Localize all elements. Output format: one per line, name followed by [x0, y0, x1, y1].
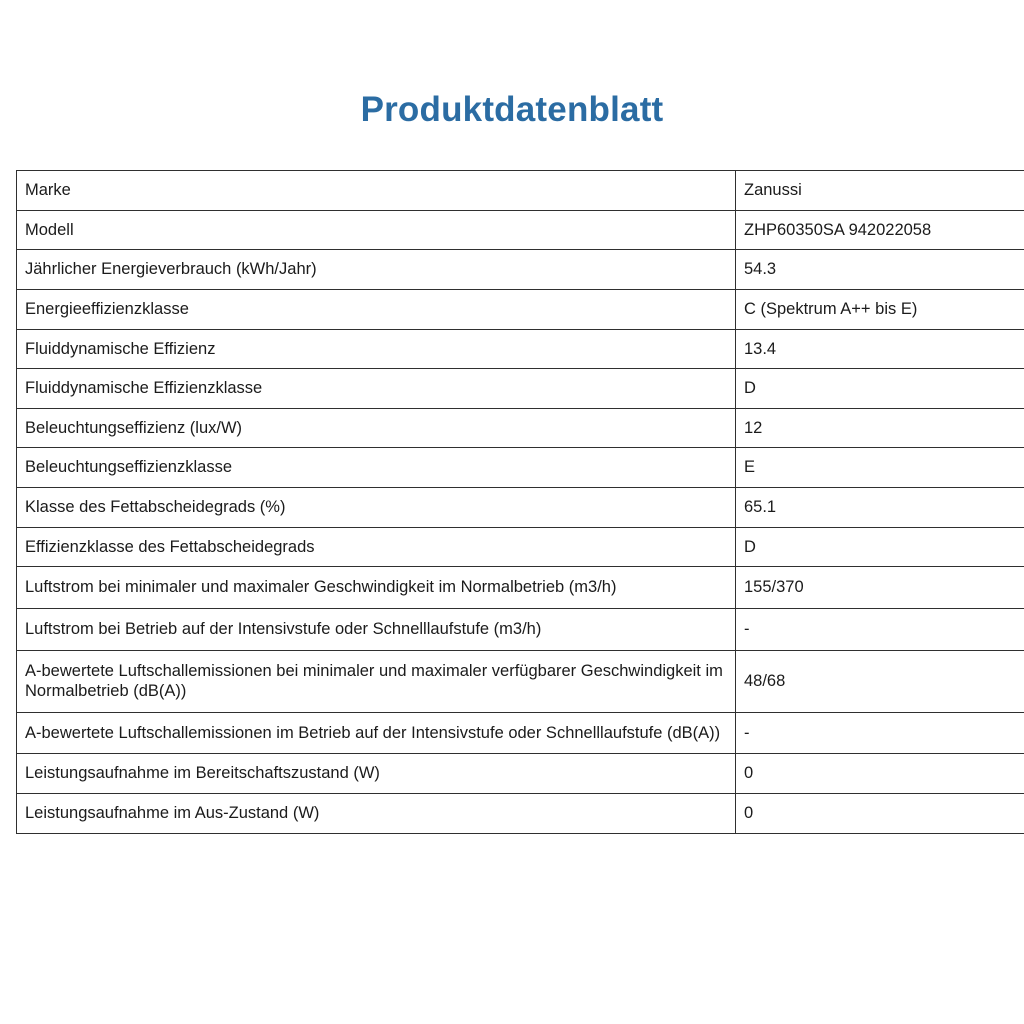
table-row: [17, 289, 1024, 329]
page-title: Produktdatenblatt: [360, 90, 664, 129]
spec-value: 12: [736, 408, 1024, 448]
table-row: [17, 448, 1024, 488]
table-row: [17, 567, 1024, 609]
spec-value: D: [736, 527, 1024, 567]
spec-label: A-bewertete Luftschallemissionen bei minimaler und maximaler verfügbarer Geschwindigkeit im Normalbetrieb (dB(A)): [17, 650, 736, 712]
product-specs-table: [16, 170, 1024, 834]
spec-label: A-bewertete Luftschallemissionen im Betrieb auf der Intensivstufe oder Schnelllaufstufe (dB(A)): [17, 712, 736, 754]
table-row: [17, 408, 1024, 448]
spec-label: Fluiddynamische Effizienz: [17, 329, 736, 369]
spec-label: Luftstrom bei minimaler und maximaler Geschwindigkeit im Normalbetrieb (m3/h): [17, 567, 736, 609]
table-row: [17, 250, 1024, 290]
table-row: [17, 210, 1024, 250]
spec-value: ZHP60350SA 942022058: [736, 210, 1024, 250]
table-row: [17, 712, 1024, 754]
datasheet-table-container: [16, 170, 1008, 834]
spec-label: Jährlicher Energieverbrauch (kWh/Jahr): [17, 250, 736, 290]
spec-label: Leistungsaufnahme im Bereitschaftszustand (W): [17, 754, 736, 794]
table-row: [17, 527, 1024, 567]
table-row: [17, 754, 1024, 794]
spec-value: D: [736, 369, 1024, 409]
spec-value: -: [736, 712, 1024, 754]
table-row: [17, 171, 1024, 211]
table-row: [17, 369, 1024, 409]
spec-label: Effizienzklasse des Fettabscheidegrads: [17, 527, 736, 567]
spec-label: Fluiddynamische Effizienzklasse: [17, 369, 736, 409]
spec-label: Beleuchtungseffizienzklasse: [17, 448, 736, 488]
table-row: [17, 650, 1024, 712]
spec-label: Energieeffizienzklasse: [17, 289, 736, 329]
spec-value: E: [736, 448, 1024, 488]
table-row: [17, 488, 1024, 528]
spec-value: 0: [736, 754, 1024, 794]
table-row: [17, 794, 1024, 834]
spec-label: Beleuchtungseffizienz (lux/W): [17, 408, 736, 448]
spec-value: 65.1: [736, 488, 1024, 528]
spec-value: C (Spektrum A++ bis E): [736, 289, 1024, 329]
spec-label: Klasse des Fettabscheidegrads (%): [17, 488, 736, 528]
spec-value: 0: [736, 794, 1024, 834]
spec-value: 48/68: [736, 650, 1024, 712]
spec-label: Modell: [17, 210, 736, 250]
spec-value: 54.3: [736, 250, 1024, 290]
spec-value: Zanussi: [736, 171, 1024, 211]
spec-label: Leistungsaufnahme im Aus-Zustand (W): [17, 794, 736, 834]
spec-label: Marke: [17, 171, 736, 211]
product-specs-table-body: [17, 171, 1024, 834]
spec-label: Luftstrom bei Betrieb auf der Intensivstufe oder Schnelllaufstufe (m3/h): [17, 608, 736, 650]
spec-value: 13.4: [736, 329, 1024, 369]
table-row: [17, 608, 1024, 650]
table-row: [17, 329, 1024, 369]
spec-value: -: [736, 608, 1024, 650]
spec-value: 155/370: [736, 567, 1024, 609]
